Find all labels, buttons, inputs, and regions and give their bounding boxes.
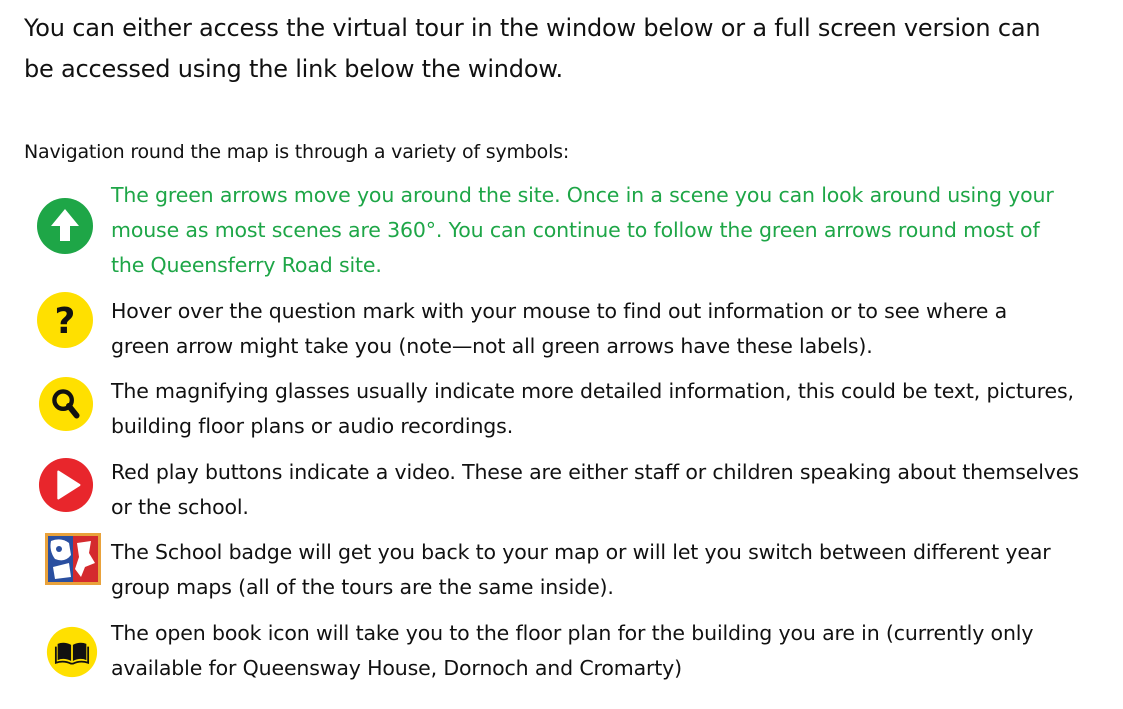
description-line: The open book icon will take you to the floor plan for the building you are in (currently only bbox=[111, 621, 1034, 645]
open-book-icon bbox=[46, 626, 98, 678]
description-line: The School badge will get you back to your map or will let you switch between different year bbox=[111, 540, 1051, 564]
intro-line: be accessed using the link below the window. bbox=[24, 55, 563, 83]
school-badge-icon bbox=[45, 533, 101, 585]
symbol-description bbox=[111, 616, 1101, 686]
description-line: available for Queensway House, Dornoch and Cromarty) bbox=[111, 656, 682, 680]
description-line: mouse as most scenes are 360°. You can continue to follow the green arrows round most of bbox=[111, 218, 1040, 242]
magnifying-glass-icon bbox=[38, 376, 94, 432]
navigation-heading: Navigation round the map is through a variety of symbols: bbox=[24, 141, 570, 163]
description-line: or the school. bbox=[111, 495, 249, 519]
symbol-description bbox=[111, 455, 1101, 525]
description-line: the Queensferry Road site. bbox=[111, 253, 382, 277]
symbol-description bbox=[111, 178, 1101, 283]
description-line: Hover over the question mark with your mouse to find out information or to see where a bbox=[111, 299, 1007, 323]
green-arrow-icon bbox=[36, 197, 94, 255]
symbol-description bbox=[111, 374, 1101, 444]
description-line: building floor plans or audio recordings. bbox=[111, 414, 514, 438]
symbol-description bbox=[111, 535, 1101, 605]
description-line: group maps (all of the tours are the same inside). bbox=[111, 575, 614, 599]
description-line: Red play buttons indicate a video. These are either staff or children speaking about themselves bbox=[111, 460, 1079, 484]
description-line: The magnifying glasses usually indicate more detailed information, this could be text, pictures, bbox=[111, 379, 1074, 403]
svg-text:?: ? bbox=[54, 301, 76, 342]
intro-paragraph bbox=[24, 8, 1104, 90]
symbol-description bbox=[111, 294, 1101, 364]
description-line: The green arrows move you around the site. Once in a scene you can look around using your bbox=[111, 183, 1054, 207]
intro-line: You can either access the virtual tour in the window below or a full screen version can bbox=[24, 14, 1041, 42]
question-mark-icon bbox=[36, 291, 94, 349]
red-play-button-icon bbox=[38, 457, 94, 513]
description-line: green arrow might take you (note—not all green arrows have these labels). bbox=[111, 334, 873, 358]
